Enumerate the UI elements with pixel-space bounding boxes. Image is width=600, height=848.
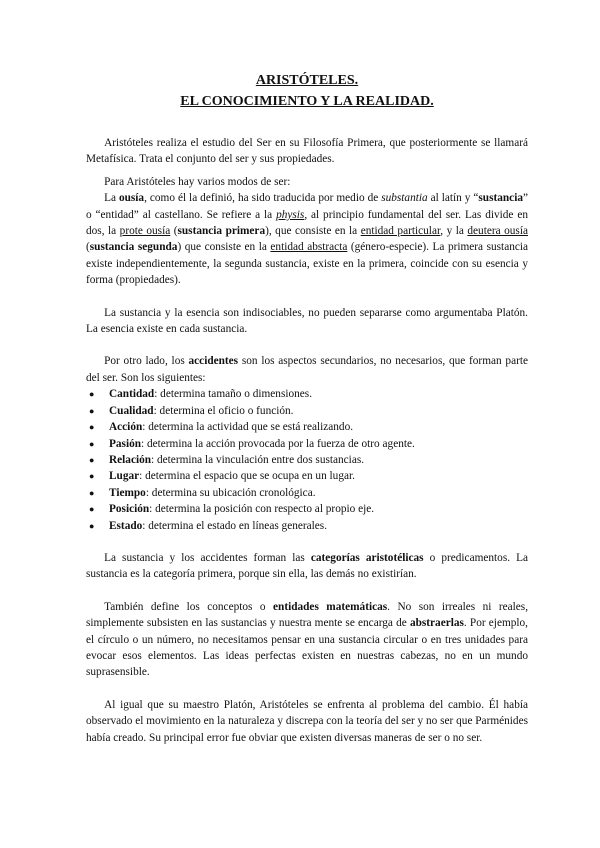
term-accidentes: accidentes — [188, 355, 239, 368]
paragraph-matematicas: También define los conceptos o entidades matemáticas. No son irreales ni reales, simplemente subsisten en las sustancias y nuestra mente se encarga de abstraerlas. Por ejemplo, el círculo o un número, no necesitamos pensar en una sustancia circular o en tres unidades para evocar esos elementos. Las ideas perfectas existen en nuestras cabezas, no en un mundo suprasensible. — [86, 600, 529, 679]
list-item: ● Cualidad: determina el oficio o función. — [89, 403, 528, 419]
list-item: ● Acción: determina la actividad que se está realizando. — [89, 419, 528, 435]
document-title: ARISTÓTELES. — [255, 73, 359, 88]
term-sustancia-segunda: sustancia segunda — [89, 241, 178, 254]
paragraph-intro: Aristóteles realiza el estudio del Ser en su Filosofía Primera, que posteriormente se llamará Metafísica. Trata el conjunto del ser y sus propiedades. — [86, 137, 528, 166]
term-categorias: categorías aristotélicas — [310, 551, 424, 564]
list-item: ● Estado: determina el estado en líneas generales. — [89, 518, 528, 534]
paragraph-cambio: Al igual que su maestro Platón, Aristóteles se enfrenta al problema del cambio. Él había observado el movimiento en la naturaleza y discrepa con la teoría del ser y no ser que Parménides había creado. Su principal error fue obviar que existen diversas maneras de ser o no ser. — [86, 698, 528, 744]
term-entidades-matematicas: entidades matemáticas — [273, 600, 388, 613]
term-sustancia-primera: sustancia primera — [177, 225, 266, 238]
paragraph-accidentes: Por otro lado, los accidentes son los aspectos secundarios, no necesarios, que forman parte del ser. Son los siguientes: — [86, 355, 528, 384]
list-item: ● Relación: determina la vinculación entre dos sustancias. — [89, 452, 528, 468]
term-prote-ousia: prote ousía — [119, 225, 171, 238]
list-item: ● Lugar: determina el espacio que se ocupa en un lugar. — [89, 468, 528, 484]
term-substantia: substantia — [381, 192, 428, 205]
document-page — [86, 72, 528, 746]
list-item: ● Tiempo: determina su ubicación cronológica. — [89, 485, 528, 501]
accidentes-list — [86, 386, 528, 534]
paragraph-categorias: La sustancia y los accidentes forman las categorías aristotélicas o predicamentos. La sustancia es la categoría primera, porque sin ella, las demás no existirían. — [86, 551, 529, 581]
paragraph-modes: Para Aristóteles hay varios modos de ser: — [104, 175, 291, 188]
term-sustancia: sustancia — [478, 192, 523, 205]
term-entidad-particular: entidad particular — [360, 225, 441, 238]
term-abstraerlas: abstraerlas — [409, 617, 464, 630]
term-entidad-abstracta: entidad abstracta — [270, 241, 348, 254]
paragraph-ousia: La ousía, como él la definió, ha sido traducida por medio de substantia al latín y “sustancia” o “entidad” al castellano. Se refiere a la physis, al principio fundamental del ser. Las divide en dos, la prote ousía (sustancia primera), que consiste en la entidad particular, y la deutera ousía (sustancia segunda) que consiste en la entidad abstracta (género-especie). La primera sustancia existe independientemente, la segunda sustancia, existe en la primera, coincide con su esencia y forma (propiedades). — [86, 192, 529, 287]
term-deutera-ousia: deutera ousía — [467, 225, 528, 238]
list-item: ● Cantidad: determina tamaño o dimensiones. — [89, 386, 528, 402]
term-physis: physis — [276, 208, 305, 221]
term-ousia: ousía — [118, 192, 145, 205]
document-subtitle: EL CONOCIMIENTO Y LA REALIDAD. — [180, 94, 434, 109]
list-item: ● Posición: determina la posición con respecto al propio eje. — [89, 501, 528, 517]
list-item: ● Pasión: determina la acción provocada por la fuerza de otro agente. — [89, 436, 528, 452]
paragraph-esencia: La sustancia y la esencia son indisociables, no pueden separarse como argumentaba Platón. La esencia existe en cada sustancia. — [86, 306, 528, 336]
